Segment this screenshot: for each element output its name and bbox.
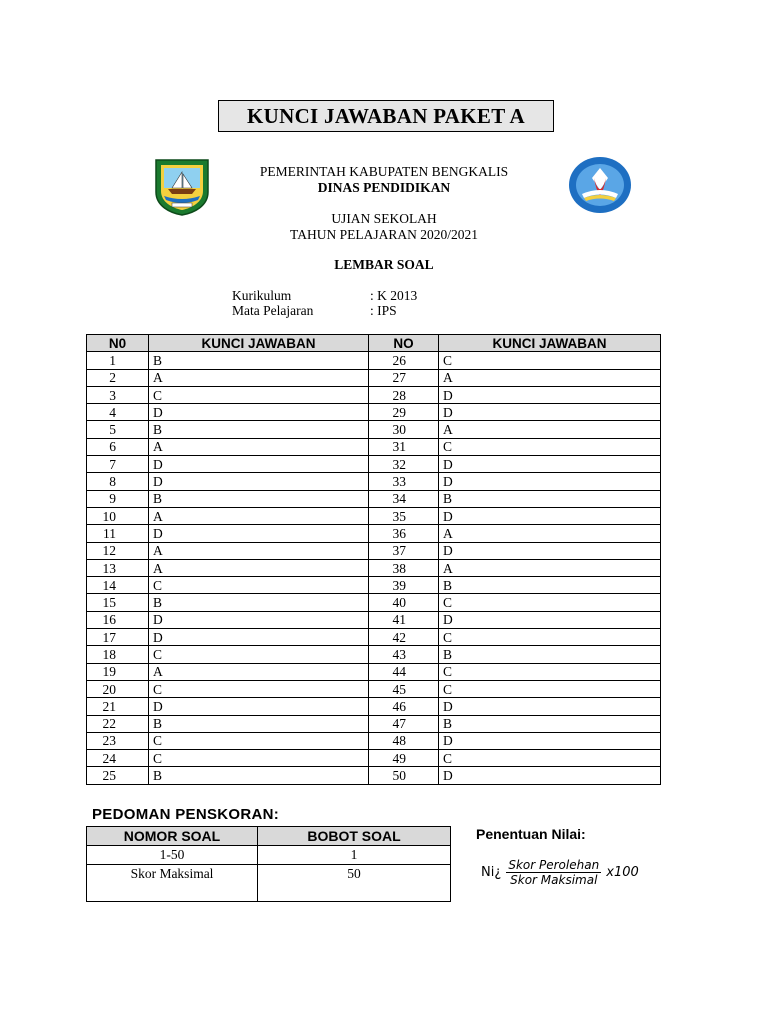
- question-number-cell: 38: [369, 559, 439, 576]
- question-number-cell: 21: [87, 698, 149, 715]
- answer-cell: D: [149, 404, 369, 421]
- mapel-value: : IPS: [370, 303, 397, 318]
- question-number-cell: 19: [87, 663, 149, 680]
- question-number-cell: 23: [87, 732, 149, 749]
- formula-denominator: Skor Maksimal: [510, 873, 598, 887]
- table-row: [87, 421, 661, 438]
- table-row: [87, 846, 451, 865]
- column-header: NOMOR SOAL: [87, 827, 258, 846]
- table-row: [87, 715, 661, 732]
- table-cell: 1: [258, 846, 451, 865]
- answer-cell: D: [149, 456, 369, 473]
- answer-cell: D: [149, 525, 369, 542]
- answer-cell: D: [439, 404, 661, 421]
- question-number-cell: 33: [369, 473, 439, 490]
- department-name: DINAS PENDIDIKAN: [317, 180, 451, 195]
- answer-cell: B: [439, 715, 661, 732]
- table-row: [87, 559, 661, 576]
- answer-cell: A: [149, 438, 369, 455]
- answer-cell: C: [439, 750, 661, 767]
- answer-cell: A: [439, 369, 661, 386]
- answer-cell: C: [149, 577, 369, 594]
- answer-key-table: [86, 334, 661, 785]
- table-row: [87, 473, 661, 490]
- question-number-cell: 44: [369, 663, 439, 680]
- table-row: [87, 438, 661, 455]
- answer-cell: C: [439, 438, 661, 455]
- column-header: NO: [369, 335, 439, 352]
- table-row: [87, 732, 661, 749]
- answer-cell: D: [149, 629, 369, 646]
- column-header: KUNCI JAWABAN: [149, 335, 369, 352]
- question-number-cell: 11: [87, 525, 149, 542]
- answer-cell: D: [439, 542, 661, 559]
- table-row: [87, 577, 661, 594]
- answer-cell: C: [439, 594, 661, 611]
- answer-cell: C: [149, 680, 369, 697]
- answer-cell: D: [439, 732, 661, 749]
- table-row: [87, 680, 661, 697]
- answer-cell: A: [149, 369, 369, 386]
- answer-cell: C: [439, 352, 661, 369]
- answer-cell: B: [149, 352, 369, 369]
- question-number-cell: 32: [369, 456, 439, 473]
- question-number-cell: 31: [369, 438, 439, 455]
- question-number-cell: 7: [87, 456, 149, 473]
- answer-cell: B: [149, 767, 369, 784]
- sheet-label: LEMBAR SOAL: [334, 257, 434, 272]
- table-row: [87, 490, 661, 507]
- answer-cell: B: [149, 490, 369, 507]
- answer-cell: A: [149, 559, 369, 576]
- answer-cell: C: [149, 750, 369, 767]
- formula-numerator: Skor Perolehan: [508, 858, 600, 872]
- answer-cell: D: [149, 473, 369, 490]
- scoring-header-row: [87, 827, 451, 846]
- question-number-cell: 48: [369, 732, 439, 749]
- answer-cell: D: [439, 611, 661, 628]
- answer-cell: C: [149, 386, 369, 403]
- table-row: [87, 865, 451, 902]
- academic-year: TAHUN PELAJARAN 2020/2021: [290, 227, 478, 242]
- answer-cell: A: [439, 525, 661, 542]
- question-number-cell: 13: [87, 559, 149, 576]
- answer-cell: A: [149, 507, 369, 524]
- scoring-heading: PEDOMAN PENSKORAN:: [92, 806, 280, 823]
- question-number-cell: 10: [87, 507, 149, 524]
- question-number-cell: 17: [87, 629, 149, 646]
- table-row: [87, 611, 661, 628]
- question-number-cell: 4: [87, 404, 149, 421]
- question-number-cell: 3: [87, 386, 149, 403]
- question-number-cell: 39: [369, 577, 439, 594]
- question-number-cell: 35: [369, 507, 439, 524]
- question-number-cell: 47: [369, 715, 439, 732]
- answer-cell: B: [439, 490, 661, 507]
- table-row: [87, 404, 661, 421]
- kurikulum-value: : K 2013: [370, 288, 418, 303]
- answer-cell: B: [149, 594, 369, 611]
- answer-cell: D: [439, 456, 661, 473]
- table-row: [87, 646, 661, 663]
- question-number-cell: 16: [87, 611, 149, 628]
- answer-key-body: [87, 352, 661, 784]
- table-row: [87, 369, 661, 386]
- answer-cell: D: [149, 611, 369, 628]
- answer-cell: D: [149, 698, 369, 715]
- table-row: [87, 352, 661, 369]
- grading-heading: Penentuan Nilai:: [476, 826, 586, 842]
- column-header: KUNCI JAWABAN: [439, 335, 661, 352]
- table-row: [87, 456, 661, 473]
- question-number-cell: 27: [369, 369, 439, 386]
- table-row: [87, 507, 661, 524]
- question-number-cell: 29: [369, 404, 439, 421]
- question-number-cell: 22: [87, 715, 149, 732]
- answer-cell: D: [439, 767, 661, 784]
- question-number-cell: 24: [87, 750, 149, 767]
- question-number-cell: 46: [369, 698, 439, 715]
- table-row: [87, 698, 661, 715]
- question-number-cell: 36: [369, 525, 439, 542]
- question-number-cell: 40: [369, 594, 439, 611]
- answer-cell: A: [149, 663, 369, 680]
- question-number-cell: 50: [369, 767, 439, 784]
- answer-cell: B: [439, 646, 661, 663]
- question-number-cell: 15: [87, 594, 149, 611]
- table-row: [87, 386, 661, 403]
- table-cell: 50: [258, 865, 451, 902]
- table-row: [87, 629, 661, 646]
- table-row: [87, 767, 661, 784]
- answer-cell: A: [439, 421, 661, 438]
- formula-multiplier: x100: [606, 865, 639, 880]
- table-row: [87, 750, 661, 767]
- answer-cell: A: [439, 559, 661, 576]
- grading-formula: [481, 858, 639, 887]
- column-header: BOBOT SOAL: [258, 827, 451, 846]
- mapel-label: Mata Pelajaran: [232, 303, 314, 318]
- table-cell: 1-50: [87, 846, 258, 865]
- answer-cell: C: [439, 680, 661, 697]
- question-number-cell: 1: [87, 352, 149, 369]
- answer-key-header-row: [87, 335, 661, 352]
- question-number-cell: 49: [369, 750, 439, 767]
- question-number-cell: 30: [369, 421, 439, 438]
- question-number-cell: 45: [369, 680, 439, 697]
- question-number-cell: 14: [87, 577, 149, 594]
- column-header: N0: [87, 335, 149, 352]
- question-number-cell: 9: [87, 490, 149, 507]
- scoring-table: [86, 826, 451, 902]
- question-number-cell: 8: [87, 473, 149, 490]
- question-number-cell: 6: [87, 438, 149, 455]
- question-number-cell: 37: [369, 542, 439, 559]
- table-cell: Skor Maksimal: [87, 865, 258, 902]
- table-row: [87, 594, 661, 611]
- answer-cell: C: [439, 663, 661, 680]
- answer-cell: D: [439, 698, 661, 715]
- formula-lhs: Ni¿: [481, 865, 502, 880]
- answer-cell: B: [149, 421, 369, 438]
- answer-cell: C: [439, 629, 661, 646]
- question-number-cell: 20: [87, 680, 149, 697]
- answer-cell: C: [149, 646, 369, 663]
- table-row: [87, 542, 661, 559]
- answer-cell: D: [439, 507, 661, 524]
- question-number-cell: 18: [87, 646, 149, 663]
- question-number-cell: 12: [87, 542, 149, 559]
- answer-cell: D: [439, 473, 661, 490]
- question-number-cell: 28: [369, 386, 439, 403]
- question-number-cell: 2: [87, 369, 149, 386]
- answer-cell: D: [439, 386, 661, 403]
- government-name: PEMERINTAH KABUPATEN BENGKALIS: [259, 164, 509, 179]
- answer-cell: B: [439, 577, 661, 594]
- question-number-cell: 5: [87, 421, 149, 438]
- table-row: [87, 663, 661, 680]
- exam-name: UJIAN SEKOLAH: [331, 211, 437, 226]
- question-number-cell: 26: [369, 352, 439, 369]
- question-number-cell: 42: [369, 629, 439, 646]
- kurikulum-label: Kurikulum: [232, 288, 292, 303]
- table-row: [87, 525, 661, 542]
- question-number-cell: 34: [369, 490, 439, 507]
- question-number-cell: 43: [369, 646, 439, 663]
- answer-cell: C: [149, 732, 369, 749]
- formula-fraction: [506, 858, 601, 887]
- answer-cell: B: [149, 715, 369, 732]
- question-number-cell: 25: [87, 767, 149, 784]
- question-number-cell: 41: [369, 611, 439, 628]
- page-title: KUNCI JAWABAN PAKET A: [218, 100, 554, 132]
- answer-cell: A: [149, 542, 369, 559]
